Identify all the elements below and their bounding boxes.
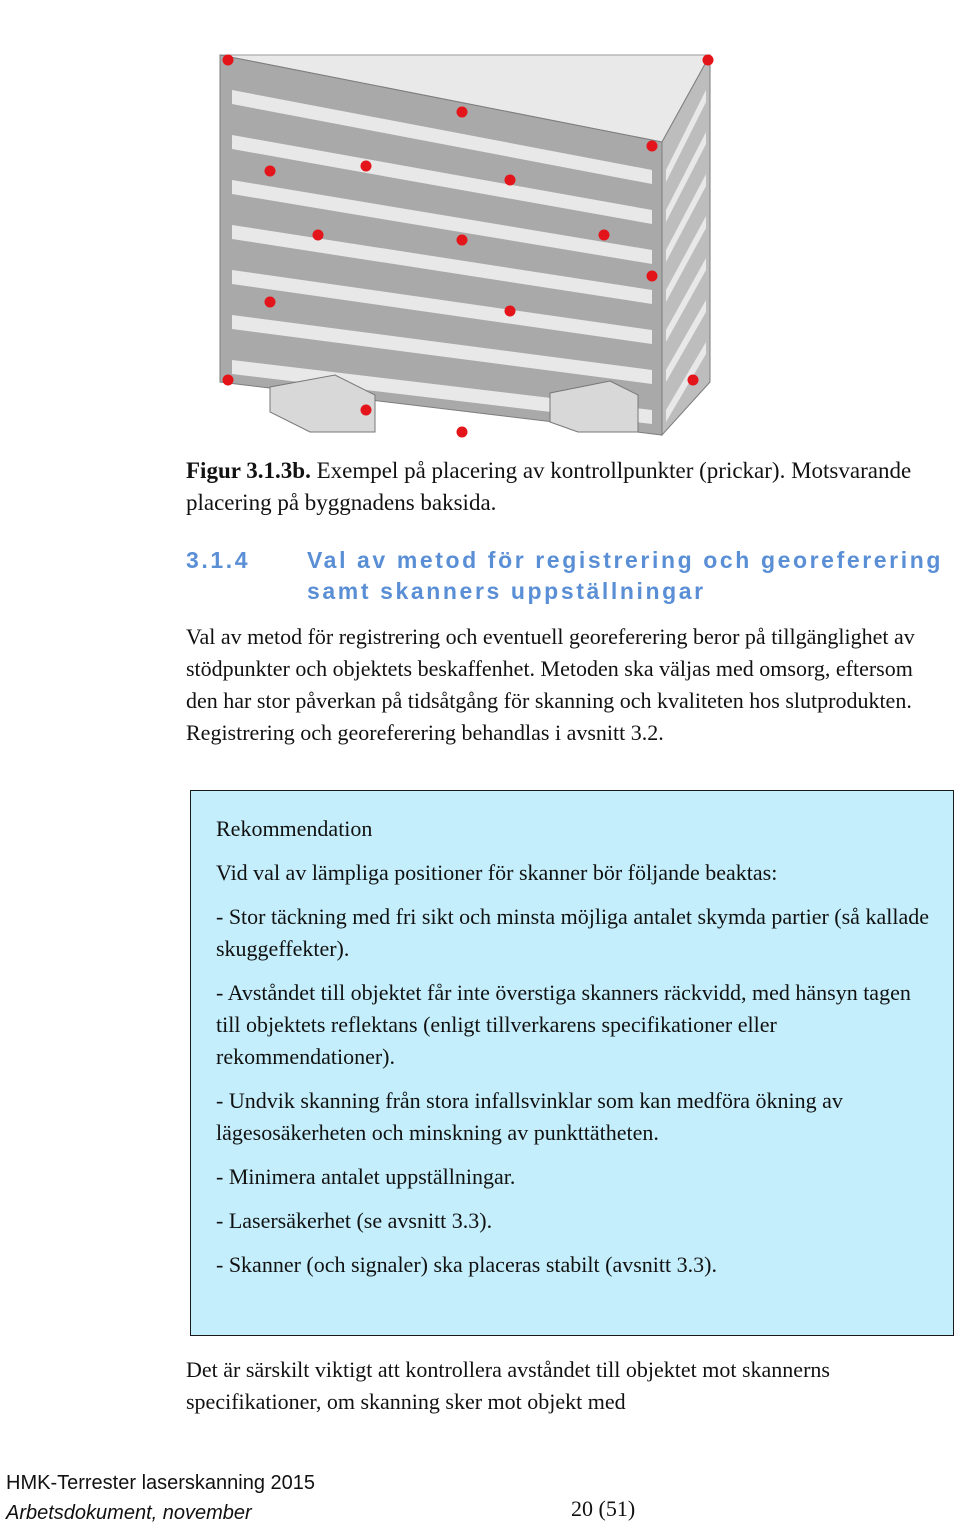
control-point-marker xyxy=(505,306,516,317)
body-paragraph-2: Det är särskilt viktigt att kontrollera avståndet till objektet mot skannerns specifikationer, om skanning sker mot objekt med xyxy=(186,1357,830,1414)
recommendation-heading: Rekommendation xyxy=(216,816,373,841)
control-point-marker xyxy=(265,297,276,308)
figure-caption-text: Exempel på placering av kontrollpunkter (prickar). Motsvarande placering på byggnadens baksida. xyxy=(186,458,912,515)
control-point-marker xyxy=(361,161,372,172)
control-point-marker xyxy=(265,166,276,177)
control-point-marker xyxy=(599,230,610,241)
recommendation-item: - Lasersäkerhet (se avsnitt 3.3). xyxy=(216,1208,493,1233)
control-point-marker xyxy=(457,235,468,246)
footer-title: HMK-Terrester laserskanning 2015 xyxy=(6,1472,316,1494)
control-point-marker xyxy=(647,141,658,152)
page-number: 20 (51) xyxy=(571,1496,636,1521)
section-title: Val av metod för registrering och georeferering samt skanners uppställningar xyxy=(307,547,944,604)
control-point-marker xyxy=(703,55,714,66)
recommendation-intro: Vid val av lämpliga positioner för skanner bör följande beaktas: xyxy=(216,860,778,885)
control-point-marker xyxy=(361,405,372,416)
section-number: 3.1.4 xyxy=(186,547,251,573)
control-point-marker xyxy=(457,107,468,118)
footer-document-status: Arbetsdokument, november xyxy=(6,1502,252,1524)
control-point-marker xyxy=(313,230,324,241)
body-paragraph-1: Val av metod för registrering och eventuell georeferering beror på tillgänglighet av stödpunkter och objektets beskaffenhet. Metoden ska väljas med omsorg, eftersom den har stor påverkan på tidsåtgång för skanning och kvaliteten hos slutprodukten. Registrering och georeferering behandlas i avsnitt 3.2. xyxy=(186,624,915,745)
figure-caption xyxy=(186,455,926,519)
control-point-marker xyxy=(688,375,699,386)
building-figure xyxy=(200,30,720,450)
control-point-marker xyxy=(647,271,658,282)
control-point-marker xyxy=(505,175,516,186)
recommendation-item: - Avståndet till objektet får inte överstiga skanners räckvidd, med hänsyn tagen till objektets reflektans (enligt tillverkarens specifikationer eller rekommendationer). xyxy=(216,980,911,1069)
footer xyxy=(6,1468,315,1528)
figure-caption-label: Figur 3.1.3b. xyxy=(186,458,311,483)
recommendation-item: - Skanner (och signaler) ska placeras stabilt (avsnitt 3.3). xyxy=(216,1252,717,1277)
control-point-marker xyxy=(223,55,234,66)
control-point-marker xyxy=(223,375,234,386)
recommendation-item: - Undvik skanning från stora infallsvinklar som kan medföra ökning av lägesosäkerheten och minskning av punkttätheten. xyxy=(216,1088,843,1145)
recommendation-box xyxy=(190,790,954,1336)
recommendation-item: - Minimera antalet uppställningar. xyxy=(216,1164,516,1189)
recommendation-item: - Stor täckning med fri sikt och minsta möjliga antalet skymda partier (så kallade skuggeffekter). xyxy=(216,904,929,961)
control-point-marker xyxy=(457,427,468,438)
